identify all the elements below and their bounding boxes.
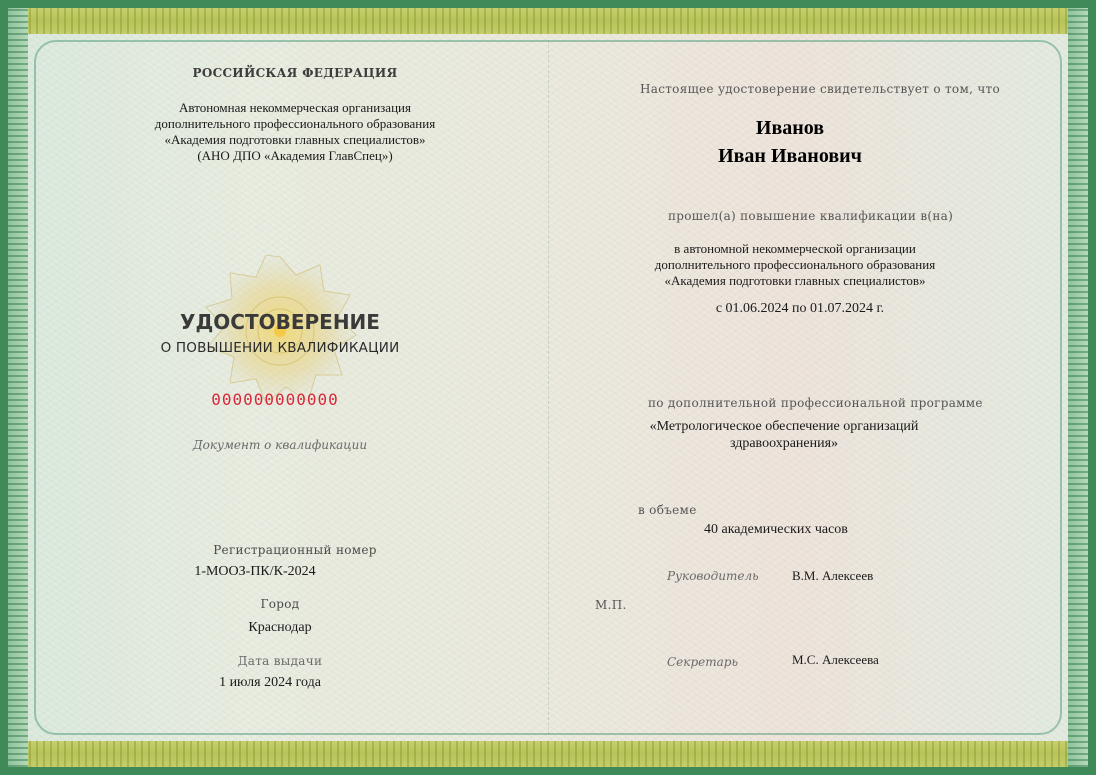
right-ornament-band <box>1068 8 1088 767</box>
volume-value: 40 академических часов <box>704 522 848 537</box>
program-name-line-1: «Метрологическое обеспечение организаций <box>649 419 919 434</box>
page-fold <box>548 40 549 735</box>
secretary-name: М.С. Алексеева <box>792 652 879 667</box>
city-value: Краснодар <box>248 620 312 635</box>
registration-number: 1-МООЗ-ПК/К-2024 <box>194 564 316 579</box>
issue-date-label: Дата выдачи <box>237 654 323 668</box>
training-org-line-2: дополнительного профессионального образования <box>654 257 936 272</box>
program-name-line-2: здравоохранения» <box>729 436 839 451</box>
volume-label: в объеме <box>638 503 697 517</box>
issuer-org-line-4: (АНО ДПО «Академия ГлавСпец») <box>197 148 393 163</box>
secretary-label: Секретарь <box>667 655 738 669</box>
document-type-label: Документ о квалификации <box>192 438 368 452</box>
head-label: Руководитель <box>667 569 759 583</box>
city-label: Город <box>260 597 300 611</box>
holder-given-names: Иван Иванович <box>718 145 862 167</box>
intro-text: Настоящее удостоверение свидетельствует о том, что <box>640 82 1001 96</box>
issuer-org-line-3: «Академия подготовки главных специалистов» <box>164 132 426 147</box>
program-label: по дополнительной профессиональной программе <box>648 396 983 410</box>
stamp-place: М.П. <box>595 598 627 612</box>
document-subtitle: О ПОВЫШЕНИИ КВАЛИФИКАЦИИ <box>160 340 400 356</box>
training-period: с 01.06.2024 по 01.07.2024 г. <box>715 301 885 316</box>
left-ornament-band <box>8 8 28 767</box>
document-title: УДОСТОВЕРЕНИЕ <box>180 310 380 334</box>
serial-number: 000000000000 <box>211 390 339 409</box>
training-org-line-1: в автономной некоммерческой организации <box>674 241 916 256</box>
issue-date-value: 1 июля 2024 года <box>219 675 321 690</box>
registration-label: Регистрационный номер <box>213 543 377 557</box>
top-ornament-band <box>8 8 1088 34</box>
bottom-ornament-band <box>8 741 1088 767</box>
training-org-line-3: «Академия подготовки главных специалистов» <box>664 273 926 288</box>
country-heading: РОССИЙСКАЯ ФЕДЕРАЦИЯ <box>192 66 398 80</box>
head-name: В.М. Алексеев <box>792 568 874 583</box>
issuer-org-line-1: Автономная некоммерческая организация <box>179 100 411 115</box>
holder-surname: Иванов <box>755 117 825 139</box>
passed-training-label: прошел(а) повышение квалификации в(на) <box>668 209 954 223</box>
issuer-org-line-2: дополнительного профессионального образования <box>154 116 436 131</box>
